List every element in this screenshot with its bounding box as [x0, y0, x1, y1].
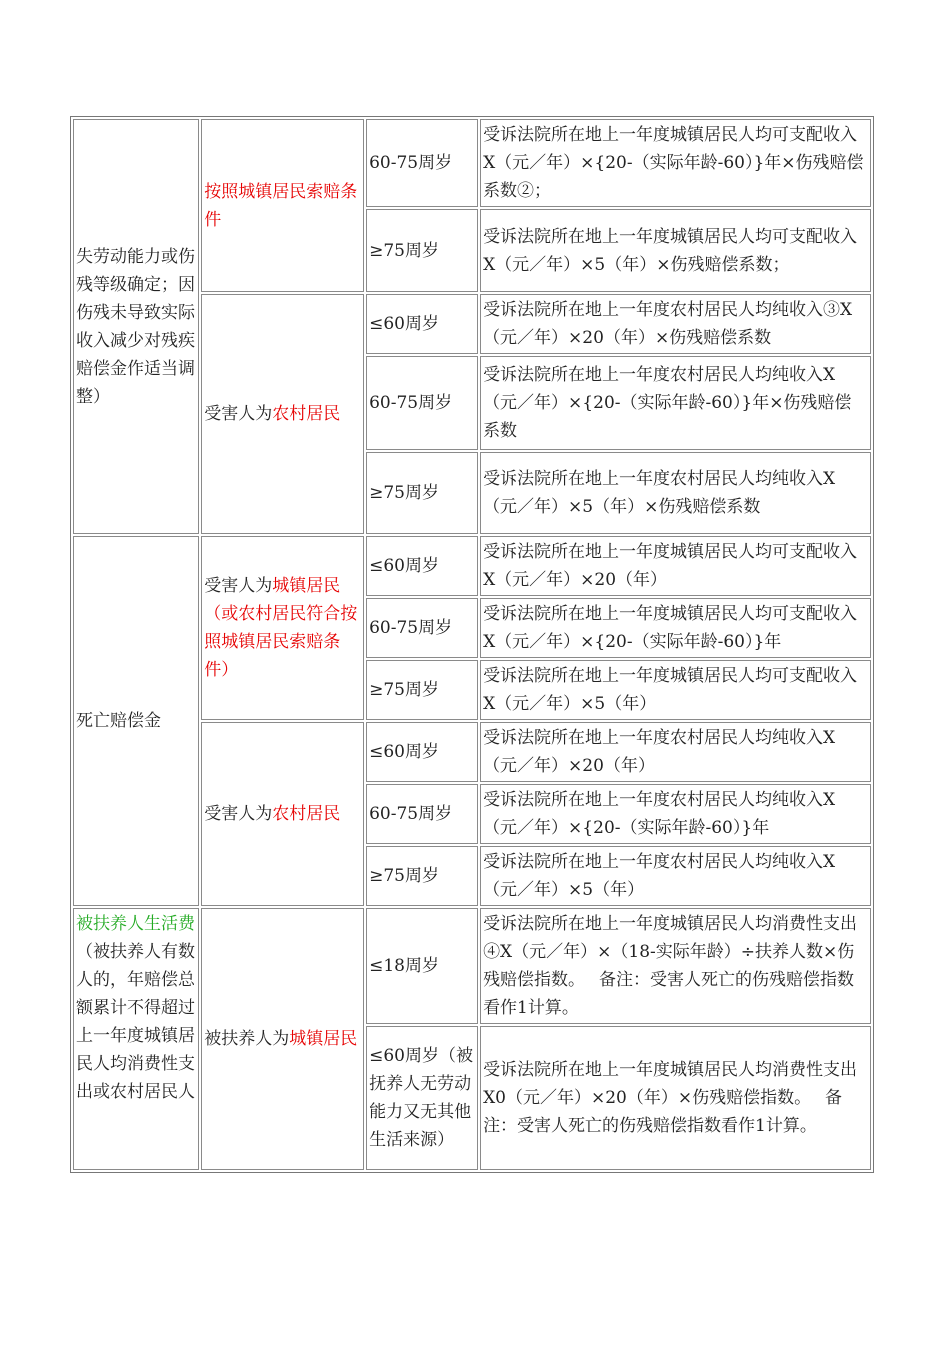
formula-cell [480, 908, 871, 1024]
age-label: 60-75周岁 [369, 804, 453, 824]
age-label: ≥75周岁 [369, 240, 439, 261]
age-label: 60-75周岁 [369, 618, 453, 638]
formula-cell [480, 660, 871, 720]
formula-cell [480, 598, 871, 658]
group-label: 按照城镇居民索赔条件 [204, 181, 358, 230]
age-cell [366, 1026, 478, 1170]
category-cell-dependent [73, 908, 199, 1170]
age-cell [366, 356, 478, 450]
table-row [73, 908, 871, 1024]
formula-cell [480, 294, 871, 354]
age-cell [366, 784, 478, 844]
age-cell [366, 536, 478, 596]
age-label: ≥75周岁 [369, 483, 439, 503]
age-label: 60-75周岁 [369, 153, 453, 173]
group-highlight: 农村居民 [272, 404, 341, 424]
formula-text: 受诉法院所在地上一年度城镇居民人均可支配收入X（元／年）×{20-（实际年龄-60）}年 [483, 604, 858, 652]
category-note: （被扶养人有数人的，年赔偿总额累计不得超过上一年度城镇居民人均消费性支出或农村居民人 [76, 942, 195, 1102]
formula-text: 受诉法院所在地上一年度城镇居民人均可支配收入X（元／年）×{20-（实际年龄-60）}年×伤残赔偿系数②； [483, 125, 864, 201]
group-cell-urban [201, 536, 364, 720]
age-label: ≥75周岁 [369, 866, 439, 886]
age-cell [366, 908, 478, 1024]
formula-text: 受诉法院所在地上一年度城镇居民人均可支配收入X（元／年）×5（年） [483, 666, 858, 714]
group-cell-urban [201, 119, 364, 292]
age-cell [366, 722, 478, 782]
age-cell [366, 846, 478, 906]
age-label: ≤18周岁 [369, 956, 439, 976]
formula-text: 受诉法院所在地上一年度城镇居民人均消费性支出④X（元／年）×（18-实际年龄）÷扶养人数×伤残赔偿指数。 备注：受害人死亡的伤残赔偿指数看作1计算。 [483, 914, 858, 1018]
formula-text: 受诉法院所在地上一年度农村居民人均纯收入X（元／年）×5（年）×伤残赔偿系数 [483, 469, 836, 517]
formula-text: 受诉法院所在地上一年度城镇居民人均可支配收入X（元／年）×20（年） [483, 542, 858, 590]
group-prefix: 受害人为 [204, 804, 273, 824]
group-prefix: 受害人为 [204, 576, 273, 596]
age-label: ≤60周岁 [369, 742, 439, 762]
formula-cell [480, 536, 871, 596]
age-cell [366, 452, 478, 534]
formula-cell [480, 722, 871, 782]
formula-cell [480, 209, 871, 292]
formula-cell [480, 356, 871, 450]
age-label: ≥75周岁 [369, 680, 439, 700]
formula-cell [480, 1026, 871, 1170]
group-cell-urban [201, 908, 364, 1170]
formula-cell [480, 784, 871, 844]
formula-cell [480, 452, 871, 534]
group-cell-rural [201, 722, 364, 906]
age-label: ≤60周岁（被抚养人无劳动能力又无其他生活来源） [369, 1046, 473, 1150]
formula-text: 受诉法院所在地上一年度城镇居民人均消费性支出X0（元／年）×20（年）×伤残赔偿指数。 备注：受害人死亡的伤残赔偿指数看作1计算。 [483, 1060, 858, 1136]
formula-text: 受诉法院所在地上一年度农村居民人均纯收入X（元／年）×20（年） [483, 728, 836, 776]
age-label: ≤60周岁 [369, 314, 439, 334]
age-label: 60-75周岁 [369, 393, 453, 413]
category-highlight: 被扶养人生活费 [76, 914, 195, 934]
group-highlight: 农村居民 [272, 804, 341, 824]
table-row [73, 536, 871, 596]
table-row [73, 119, 871, 207]
category-label: 失劳动能力或伤残等级确定；因伤残未导致实际收入减少对残疾赔偿金作适当调整） [76, 246, 195, 407]
age-label: ≤60周岁 [369, 556, 439, 576]
age-cell [366, 660, 478, 720]
formula-text: 受诉法院所在地上一年度城镇居民人均可支配收入X（元／年）×5（年）×伤残赔偿系数； [483, 226, 858, 275]
age-cell [366, 209, 478, 292]
formula-text: 受诉法院所在地上一年度农村居民人均纯收入X（元／年）×{20-（实际年龄-60）}年×伤残赔偿系数 [483, 365, 852, 441]
category-label: 死亡赔偿金 [76, 711, 161, 731]
formula-cell [480, 119, 871, 207]
group-prefix: 受害人为 [204, 404, 273, 424]
group-cell-rural [201, 294, 364, 534]
age-cell [366, 119, 478, 207]
age-cell [366, 294, 478, 354]
formula-text: 受诉法院所在地上一年度农村居民人均纯收入X（元／年）×5（年） [483, 852, 836, 900]
formula-cell [480, 846, 871, 906]
formula-text: 受诉法院所在地上一年度农村居民人均纯收入X（元／年）×{20-（实际年龄-60）}年 [483, 790, 836, 838]
category-cell-death [73, 536, 199, 906]
group-highlight: 城镇居民 [289, 1029, 358, 1049]
formula-text: 受诉法院所在地上一年度农村居民人均纯收入③X（元／年）×20（年）×伤残赔偿系数 [483, 300, 853, 348]
age-cell [366, 598, 478, 658]
group-highlight: 城镇居民（或农村居民符合按照城镇居民索赔条件） [204, 576, 358, 680]
category-cell-disability [73, 119, 199, 534]
compensation-table [70, 116, 874, 1173]
group-prefix: 被扶养人为 [204, 1029, 290, 1049]
